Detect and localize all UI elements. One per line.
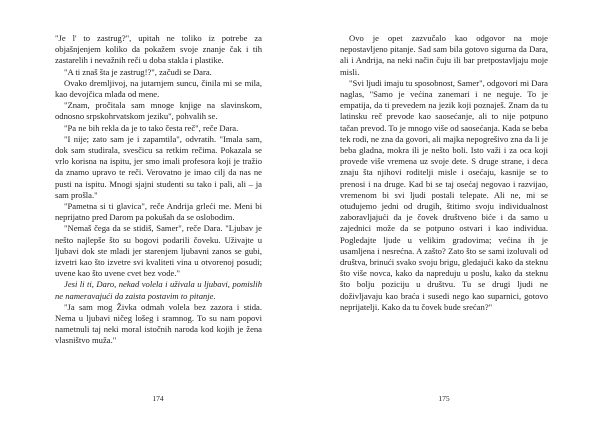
paragraph: "A ti znaš šta je zastrug!?", začudi se Dara. bbox=[64, 66, 212, 77]
right-page-text bbox=[340, 33, 548, 313]
page-number: 174 bbox=[152, 394, 164, 403]
paragraph: Ovo je opet zazvučalo kao odgovor na moje nepostavljeno pitanje. Sad sam bila gotovo sigurna da Dara, ali i Andrija, na neki način čuju ili bar pretpostavljaju moje misli. bbox=[340, 33, 548, 77]
paragraph-italic bbox=[55, 279, 262, 301]
paragraph: "Pametna si ti glavica", reče Andrija grleći me. Meni bi neprijatno pred Darom pa pokušah da se oslobodim. bbox=[55, 201, 262, 223]
left-page-text bbox=[55, 33, 262, 347]
page-number: 175 bbox=[438, 394, 450, 403]
paragraph: "Je l' to zastrug?", upitah ne toliko iz potrebe za objašnjenjem koliko da pokažem svoje znanje čak i tih zastarelih i nevažnih reči u doba stakla i plastike. bbox=[55, 33, 262, 66]
paragraph: Ovako dremljivoj, na jutarnjem suncu, činila mi se mila, kao devojčica mlađa od mene. bbox=[55, 77, 262, 100]
paragraph: "Znam, pročitala sam mnoge knjige na slavinskom, odnosno srpskohrvatskom jeziku", pohvalih se. bbox=[55, 100, 262, 122]
italic-text: Jesi li ti, Daro, nekad volela i uživala u ljubavi, pomislih ne nameravajući da zaista postavim to pitanje. bbox=[55, 279, 262, 301]
paragraph: "Pa ne bih rekla da je to tako česta reč", reče Dara. bbox=[64, 122, 239, 133]
paragraph: "Svi ljudi imaju tu sposobnost, Samer", odgovori mi Dara naglas, "Samo je većina zanemari i ne neguje. To je empatija, da ti prevedem na jezik koji poznaješ. Znam da tu latinsku reč prevode kao saosećanje, ali to nije potpuno tačan prevod. To je mnogo više od saosećanja. Kada se beba tek rodi, ne zna da govori, ali majka nepogrešivo zna da li je beba gladna, mokra ili je nešto boli. Isto važi i za oca koji provede više vremena uz svoje dete. S druge strane, i deca znaju šta njihovi roditelji misle i osećaju, kasnije se to prenosi i na druge. Kad bi se taj osećaj negovao i razvijao, vremenom bi svi ljudi postali telepate. Ali ne, mi se otuđujemo jedni od drugih, štitimo svoju individualnost zaboravljajući da je čovek društveno biće i da samo u zajednici može da se potpuno ostvari i kao individua. Pogledajte ljude u velikim gradovima; većina ih je usamljena i nesrećna. A zašto? Zato što se sami izoluvali od društva, brinući svako svoju brigu, gledajući kako da steknu što više novca, kako da napreduju u poslu, kako da steknu što bolju poziciju u društvu. Tu se drugi ljudi ne doživljavaju kao braća i susedi nego kao suparnici, gotovo neprijatelji. Kako da tu čovek bude srećan?" bbox=[340, 77, 548, 312]
paragraph: "Nemaš čega da se stidiš, Samer", reče Dara. "Ljubav je nešto najlepše što su bogovi podarili čoveku. Uživajte u ljubavi dok ste mladi jer starenjem ljubavni zanos se gubi, izvetri kao što izvetre svi kvaliteti vina u otvorenoj posudi; uvene kao što uvene cvet bez vode." bbox=[55, 223, 262, 279]
paragraph: "Ja sam mog Živka odmah volela bez zazora i stida. Nema u ljubavi ničeg lošeg i sramnog. To su nam popovi nametnuli taj neki moral istočnih naroda kod kojih je žena vlasništvo muža." bbox=[55, 301, 262, 346]
right-page bbox=[300, 0, 600, 424]
paragraph: "I nije; zato sam je i zapamtila", odvratih. "Imala sam, dok sam studirala, svesčicu sa retkim rečima. Pokazala se vrlo korisna na ispitu, jer smo imali profesora koji je tražio da znamo upravo te reči. Verovatno je imao cilj da nas ne pusti na ispitu. Mnogi sjajni studenti su tako i pali, ali – ja sam prošla." bbox=[55, 133, 262, 200]
